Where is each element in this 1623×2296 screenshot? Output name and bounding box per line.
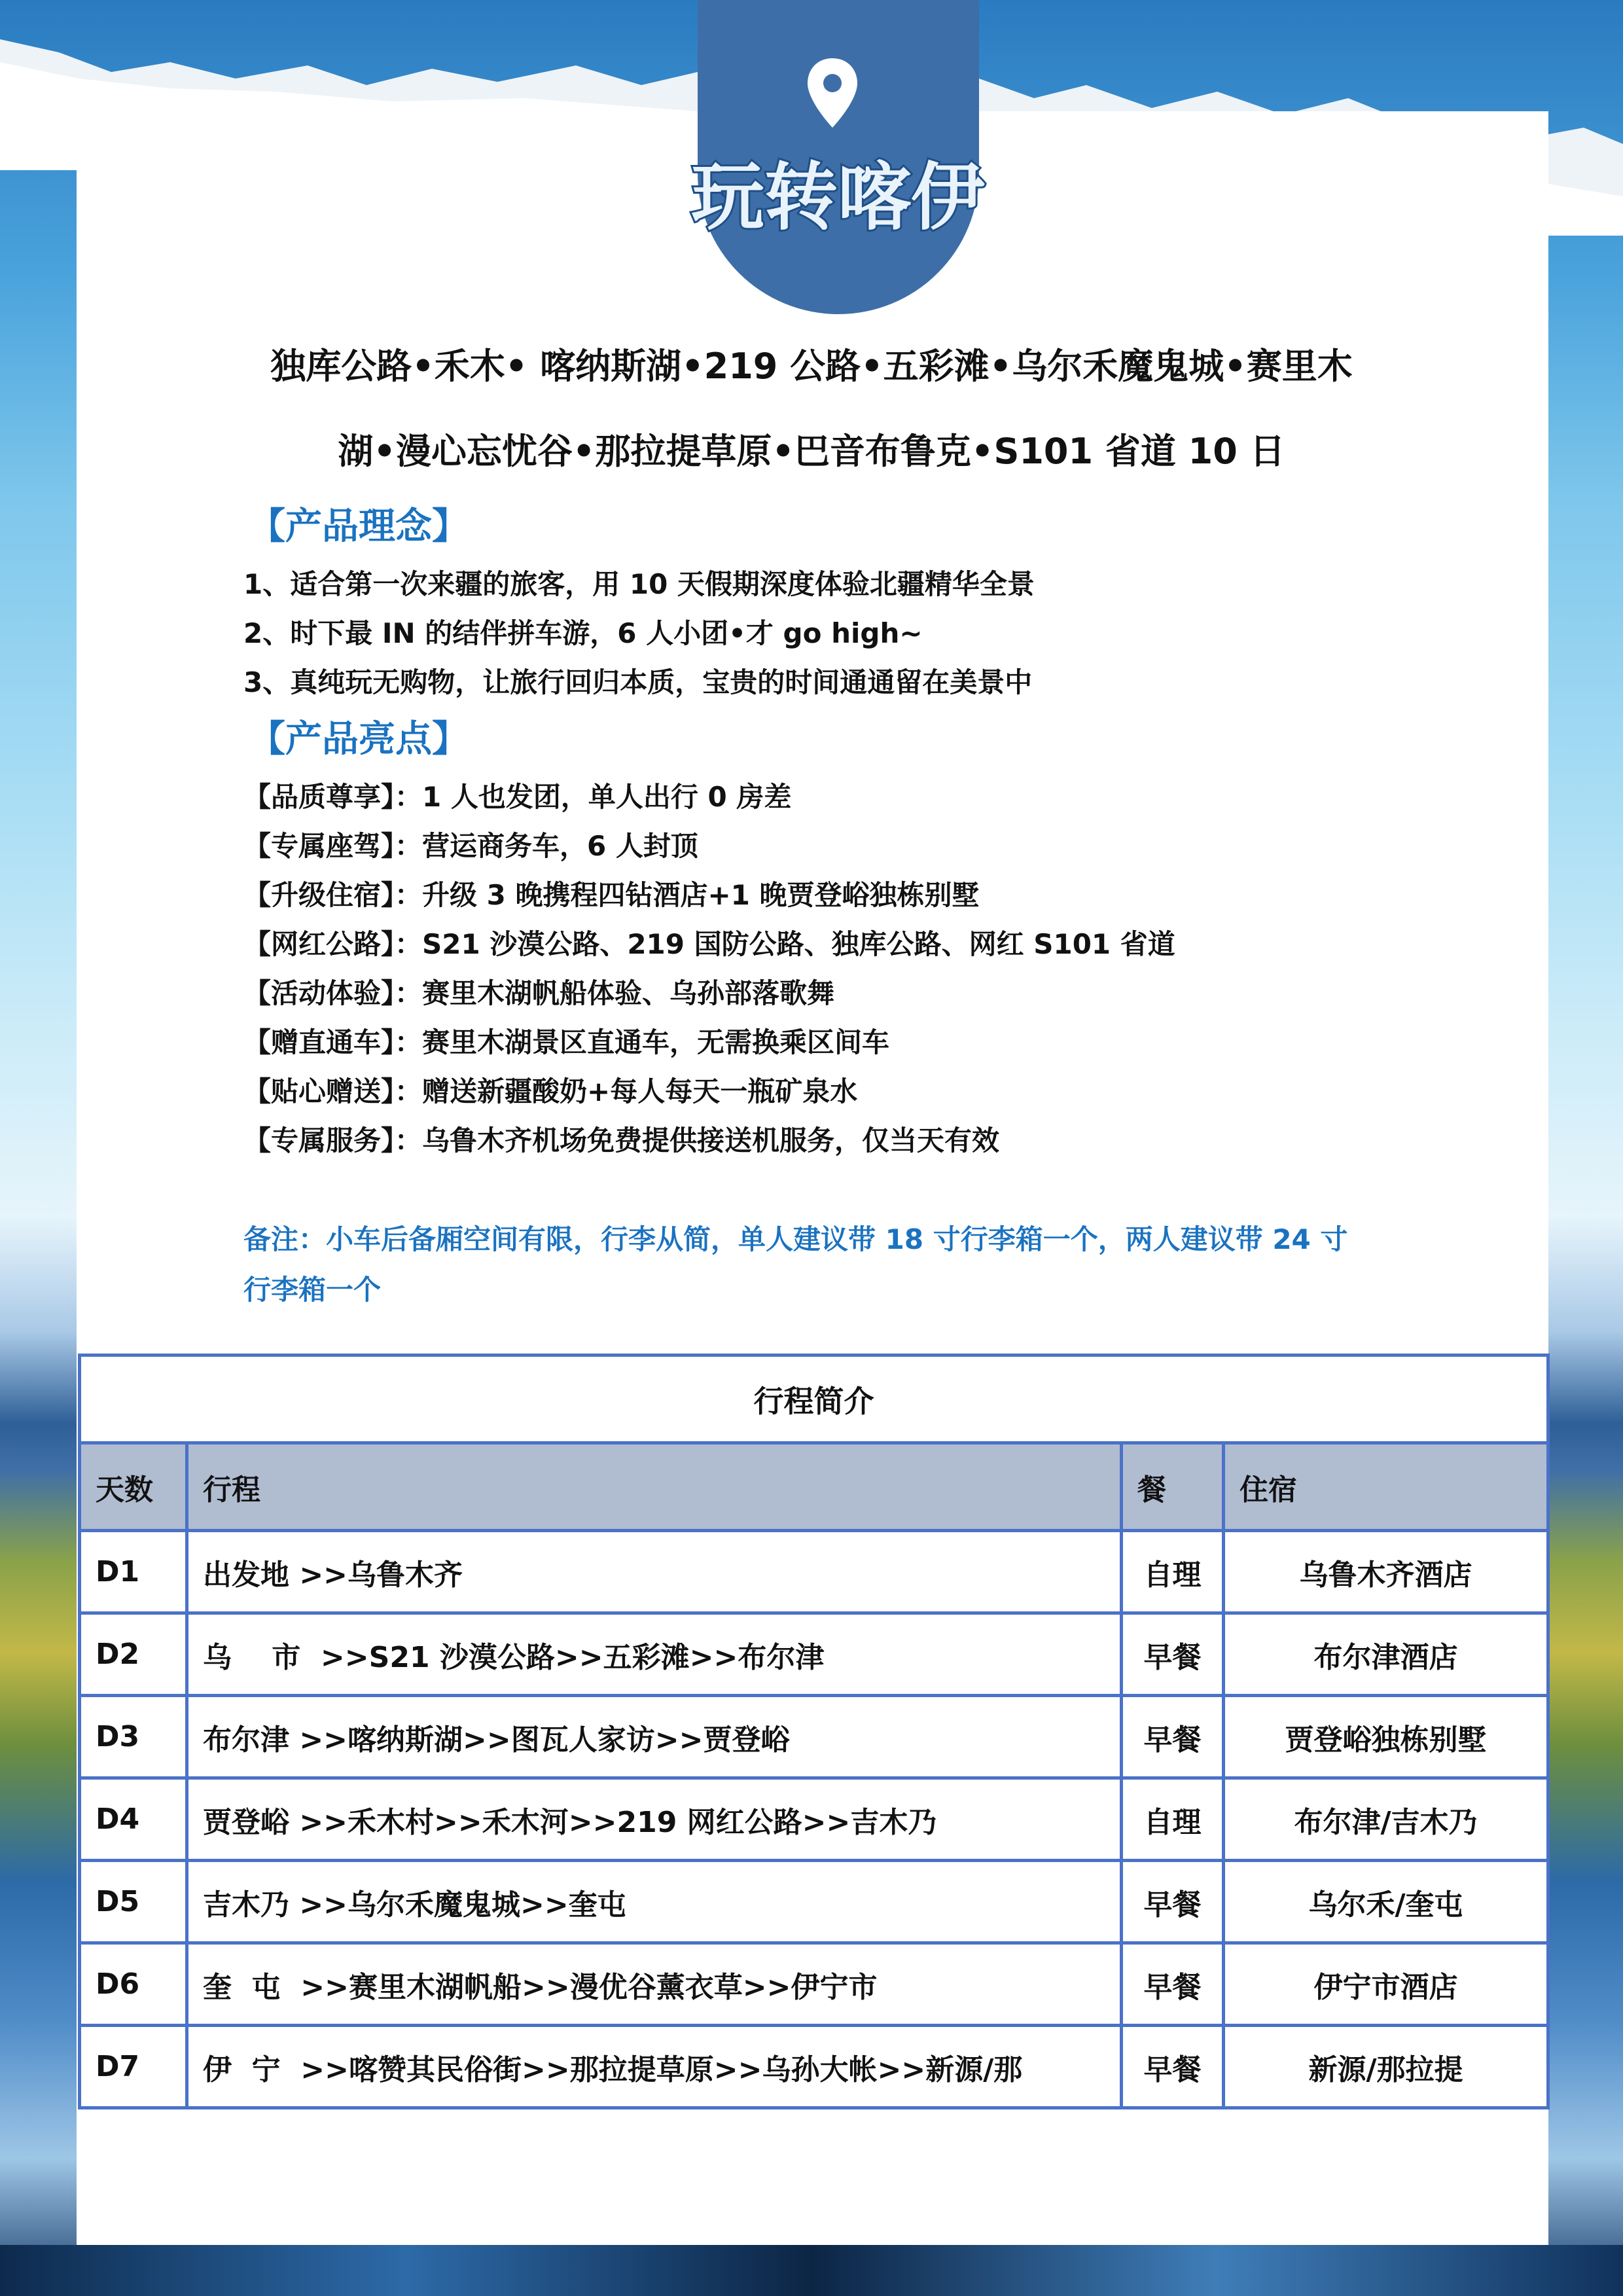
day-cell: D1 [80,1531,187,1613]
meal-cell: 早餐 [1122,1861,1224,1943]
table-row [80,1531,1548,1613]
day-cell: D7 [80,2026,187,2108]
concept-item: 1、适合第一次来疆的旅客，用 10 天假期深度体验北疆精华全景 [243,568,1035,600]
table-row [80,1696,1548,1778]
highlight-item: 【活动体验】：赛里木湖帆船体验、乌孙部落歌舞 [243,977,835,1009]
meal-cell: 早餐 [1122,1696,1224,1778]
highlight-item: 【专属服务】：乌鲁木齐机场免费提供接送机服务，仅当天有效 [243,1124,1000,1157]
location-pin-icon [804,56,861,133]
concept-list [243,560,1035,707]
note-line2: 行李箱一个 [243,1274,382,1306]
highlight-item: 【网红公路】：S21 沙漠公路、219 国防公路、独库公路、网红 S101 省道 [243,928,1175,960]
day-cell: D6 [80,1943,187,2026]
table-row [80,1861,1548,1943]
meal-cell: 自理 [1122,1778,1224,1861]
brand-title-text: 玩转喀伊 [691,155,984,240]
note-line1: 备注：小车后备厢空间有限，行李从简，单人建议带 18 寸行李箱一个，两人建议带 24 寸 [243,1223,1348,1255]
highlight-item: 【升级住宿】：升级 3 晚携程四钻酒店+1 晚贾登峪独栋别墅 [243,879,980,911]
stay-cell: 乌尔禾/奎屯 [1224,1861,1548,1943]
meal-cell: 早餐 [1122,1943,1224,2026]
route-cell: 贾登峪 >>禾木村>>禾木河>>219 网红公路>>吉木乃 [187,1778,1122,1861]
route-cell: 奎 屯 >>赛里木湖帆船>>漫优谷薰衣草>>伊宁市 [187,1943,1122,2026]
concept-item: 3、真纯玩无购物，让旅行回归本质，宝贵的时间通通留在美景中 [243,666,1033,698]
table-row [80,1778,1548,1861]
concept-item: 2、时下最 IN 的结伴拼车游，6 人小团•才 go high~ [243,617,923,649]
header-stay: 住宿 [1224,1443,1548,1531]
route-cell: 出发地 >>乌鲁木齐 [187,1531,1122,1613]
highlights-list [243,772,1175,1165]
itinerary-caption: 行程简介 [80,1355,1548,1443]
header-route: 行程 [187,1443,1122,1531]
route-cell: 布尔津 >>喀纳斯湖>>图瓦人家访>>贾登峪 [187,1696,1122,1778]
route-title-line2: 湖•漫心忘忧谷•那拉提草原•巴音布鲁克•S101 省道 10 日 [338,431,1285,472]
route-cell: 伊 宁 >>喀赞其民俗街>>那拉提草原>>乌孙大帐>>新源/那 [187,2026,1122,2108]
stay-cell: 布尔津酒店 [1224,1613,1548,1696]
table-header-row [80,1443,1548,1531]
stay-cell: 新源/那拉提 [1224,2026,1548,2108]
day-cell: D5 [80,1861,187,1943]
route-title [196,324,1427,494]
meal-cell: 早餐 [1122,1613,1224,1696]
highlight-item: 【贴心赠送】：赠送新疆酸奶+每人每天一瓶矿泉水 [243,1075,858,1107]
highlights-heading: 【产品亮点】 [249,718,469,761]
highlight-item: 【赠直通车】：赛里木湖景区直通车，无需换乘区间车 [243,1026,890,1058]
route-cell: 吉木乃 >>乌尔禾魔鬼城>>奎屯 [187,1861,1122,1943]
day-cell: D3 [80,1696,187,1778]
stay-cell: 伊宁市酒店 [1224,1943,1548,2026]
day-cell: D4 [80,1778,187,1861]
route-title-line1: 独库公路•禾木• 喀纳斯湖•219 公路•五彩滩•乌尔禾魔鬼城•赛里木 [270,346,1353,387]
brand-title [654,149,1021,247]
table-row [80,1943,1548,2026]
header-day: 天数 [80,1443,187,1531]
stay-cell: 乌鲁木齐酒店 [1224,1531,1548,1613]
highlight-item: 【专属座驾】：营运商务车，6 人封顶 [243,830,698,862]
itinerary-table [78,1354,1550,2109]
meal-cell: 自理 [1122,1531,1224,1613]
route-cell: 乌 市 >>S21 沙漠公路>>五彩滩>>布尔津 [187,1613,1122,1696]
stay-cell: 布尔津/吉木乃 [1224,1778,1548,1861]
luggage-note [243,1214,1421,1315]
day-cell: D2 [80,1613,187,1696]
table-row [80,1613,1548,1696]
highlight-item: 【品质尊享】：1 人也发团，单人出行 0 房差 [243,781,792,813]
bottom-photo-strip [0,2245,1623,2296]
stay-cell: 贾登峪独栋别墅 [1224,1696,1548,1778]
meal-cell: 早餐 [1122,2026,1224,2108]
header-meal: 餐 [1122,1443,1224,1531]
table-row [80,2026,1548,2108]
concept-heading: 【产品理念】 [249,505,469,548]
